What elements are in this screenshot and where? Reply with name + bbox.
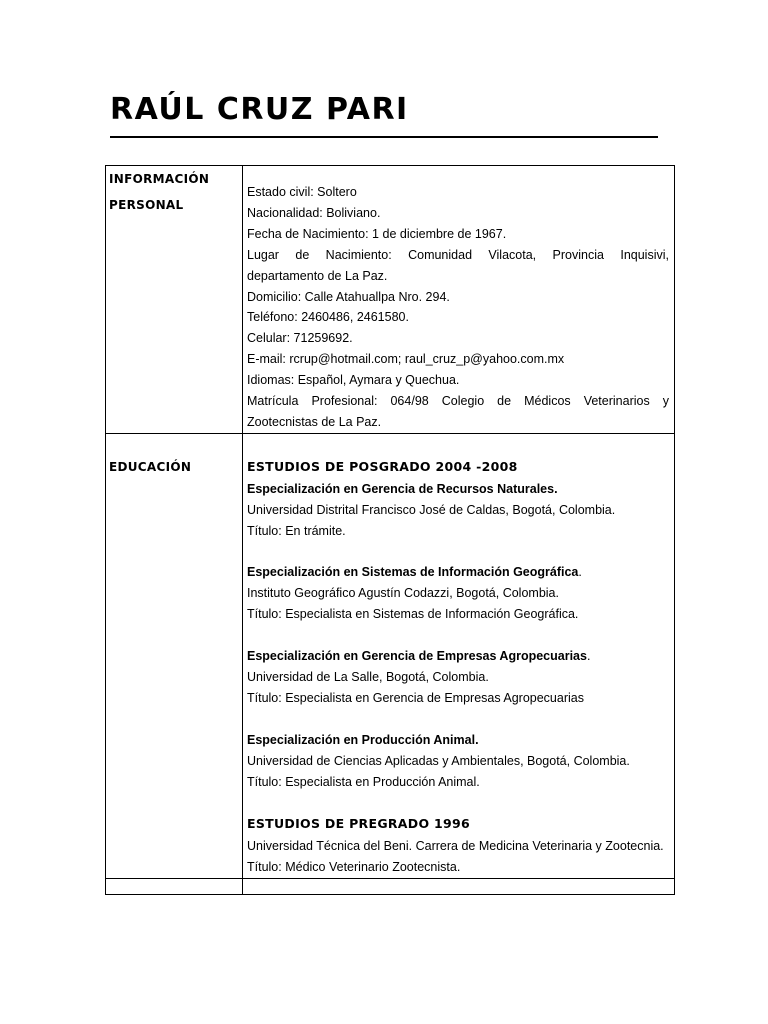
cv-table [105,165,675,895]
languages: Idiomas: Español, Aymara y Quechua. [247,373,460,388]
personal-info-content-cell [243,166,675,434]
program-title: Especialización en Producción Animal. [247,732,479,747]
undergraduate-degree: Título: Médico Veterinario Zootecnista. [247,860,461,875]
program-degree: Título: Especialista en Producción Animal. [247,774,480,789]
program-institution: Instituto Geográfico Agustín Codazzi, Bogotá, Colombia. [247,586,559,601]
email: E-mail: rcrup@hotmail.com; raul_cruz_p@yahoo.com.mx [247,352,565,367]
program-institution: Universidad Distrital Francisco José de Caldas, Bogotá, Colombia. [247,502,616,517]
professional-registration: Matrícula Profesional: 064/98 Colegio de Médicos Veterinarios y Zootecnistas de La Paz. [247,394,669,429]
program-degree: Título: Especialista en Sistemas de Información Geográfica. [247,607,579,622]
education-label-cell [106,433,243,878]
program-institution: Universidad de La Salle, Bogotá, Colombia. [247,670,489,684]
cv-name-title: RAÚL CRUZ PARI [110,92,409,127]
address: Domicilio: Calle Atahuallpa Nro. 294. [247,289,450,304]
education-label: EDUCACIÓN [109,459,192,474]
program-degree: Título: Especialista en Gerencia de Empresas Agropecuarias [247,690,584,705]
program-degree: Título: En trámite. [247,523,346,538]
phone: Teléfono: 2460486, 2461580. [247,310,409,325]
personal-info-label-cell [106,166,243,434]
undergraduate-institution: Universidad Técnica del Beni. Carrera de Medicina Veterinaria y Zootecnia. [247,839,664,854]
personal-info-label-line2: PERSONAL [109,198,184,212]
program-title: Especialización en Gerencia de Empresas Agropecuarias. [247,649,591,664]
postgraduate-heading: ESTUDIOS DE POSGRADO 2004 -2008 [247,458,518,474]
empty-content-cell [243,879,675,895]
birth-date: Fecha de Nacimiento: 1 de diciembre de 1967. [247,226,507,241]
title-underline [110,136,658,138]
marital-status: Estado civil: Soltero [247,185,357,199]
empty-row [106,879,675,895]
personal-info-label-line1: INFORMACIÓN [109,172,210,186]
program-title: Especialización en Sistemas de Información Geográfica. [247,565,582,580]
nationality: Nacionalidad: Boliviano. [247,205,381,220]
empty-label-cell [106,879,243,895]
program-institution: Universidad de Ciencias Aplicadas y Ambientales, Bogotá, Colombia. [247,753,630,768]
mobile: Celular: 71259692. [247,331,353,346]
education-row [106,433,675,878]
program-title: Especialización en Gerencia de Recursos Naturales. [247,481,558,496]
undergraduate-heading: ESTUDIOS DE PREGRADO 1996 [247,816,471,832]
birth-place: Lugar de Nacimiento: Comunidad Vilacota, Provincia Inquisivi, departamento de La Paz. [247,247,669,283]
education-content-cell [243,433,675,878]
personal-info-row [106,166,675,434]
